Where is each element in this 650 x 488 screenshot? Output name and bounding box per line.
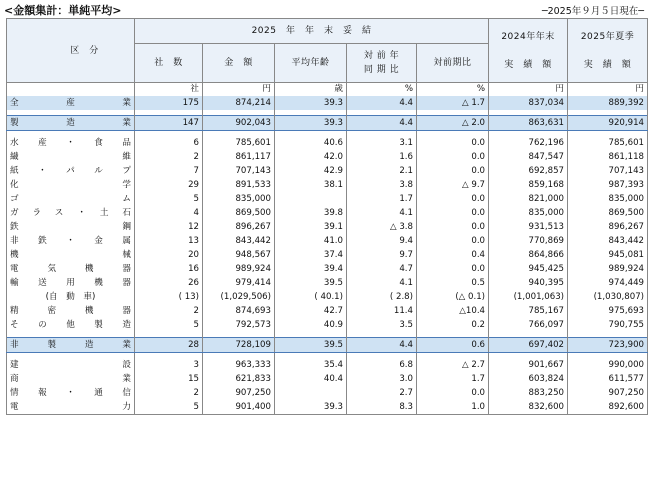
- cell-yoy: 4.1: [347, 276, 417, 290]
- cell-y2025: 707,143: [568, 164, 648, 178]
- unit-row: [7, 83, 648, 97]
- cell-yoy: 3.8: [347, 178, 417, 192]
- cell-age: 39.3: [275, 96, 347, 110]
- cell-yoy: △ 3.8: [347, 220, 417, 234]
- cell-yoy: 1.7: [347, 192, 417, 206]
- table-row: [7, 206, 648, 220]
- row-label: (自 動 車): [7, 290, 135, 304]
- bonus-summary-table: [6, 18, 648, 415]
- cell-companies: 5: [135, 192, 203, 206]
- cell-amount: 874,693: [203, 304, 275, 318]
- cell-companies: 13: [135, 234, 203, 248]
- cell-prev: △ 2.0: [417, 116, 489, 131]
- table-row: [7, 150, 648, 164]
- cell-amount: 792,573: [203, 318, 275, 332]
- row-label: 製造業: [7, 116, 135, 131]
- cell-companies: 16: [135, 262, 203, 276]
- cell-y2025: 835,000: [568, 192, 648, 206]
- cell-age: 37.4: [275, 248, 347, 262]
- cell-companies: 15: [135, 372, 203, 386]
- report-header: [0, 0, 650, 18]
- table-row: [7, 400, 648, 415]
- cell-y2025: (1,030,807): [568, 290, 648, 304]
- cell-y2025: 974,449: [568, 276, 648, 290]
- cell-prev: 0.0: [417, 262, 489, 276]
- cell-y2024: (1,001,063): [489, 290, 568, 304]
- cell-age: 39.5: [275, 276, 347, 290]
- cell-prev: (△ 0.1): [417, 290, 489, 304]
- report-date: ─2025年９月５日現在─: [541, 6, 644, 17]
- cell-yoy: 2.7: [347, 386, 417, 400]
- row-label: 水産・食品: [7, 136, 135, 150]
- cell-y2025: 892,600: [568, 400, 648, 415]
- cell-y2025: 987,393: [568, 178, 648, 192]
- cell-prev: △ 1.7: [417, 96, 489, 110]
- cell-y2024: 940,395: [489, 276, 568, 290]
- row-label: 化学: [7, 178, 135, 192]
- cell-amount: 785,601: [203, 136, 275, 150]
- cell-age: 42.9: [275, 164, 347, 178]
- cell-companies: 5: [135, 318, 203, 332]
- cell-companies: 175: [135, 96, 203, 110]
- cell-prev: 0.0: [417, 206, 489, 220]
- cell-amount: 835,000: [203, 192, 275, 206]
- cell-yoy: ( 2.8): [347, 290, 417, 304]
- cell-amount: 948,567: [203, 248, 275, 262]
- cell-amount: 891,533: [203, 178, 275, 192]
- column-header-age: 平均年齢: [275, 44, 347, 83]
- cell-yoy: 4.4: [347, 116, 417, 131]
- table-row: [7, 338, 648, 353]
- cell-prev: 0.0: [417, 150, 489, 164]
- cell-y2024: 901,667: [489, 358, 568, 372]
- cell-prev: 0.0: [417, 164, 489, 178]
- cell-y2024: 832,600: [489, 400, 568, 415]
- cell-companies: 5: [135, 400, 203, 415]
- unit-companies: 社: [135, 83, 203, 97]
- cell-companies: ( 13): [135, 290, 203, 304]
- cell-y2025: 723,900: [568, 338, 648, 353]
- cell-companies: 2: [135, 150, 203, 164]
- cell-y2024: 837,034: [489, 96, 568, 110]
- row-label: ゴム: [7, 192, 135, 206]
- cell-prev: 0.0: [417, 220, 489, 234]
- column-header-group: 2025 年 年 末 妥 結: [135, 19, 489, 44]
- cell-yoy: 1.6: [347, 150, 417, 164]
- cell-yoy: 4.1: [347, 206, 417, 220]
- cell-prev: 0.0: [417, 192, 489, 206]
- cell-y2024: 835,000: [489, 206, 568, 220]
- cell-yoy: 3.1: [347, 136, 417, 150]
- table-row: [7, 116, 648, 131]
- cell-y2024: 864,866: [489, 248, 568, 262]
- row-label: 建設: [7, 358, 135, 372]
- cell-prev: 0.2: [417, 318, 489, 332]
- cell-y2025: 920,914: [568, 116, 648, 131]
- cell-amount: 901,400: [203, 400, 275, 415]
- table-row: [7, 178, 648, 192]
- row-label: 電力: [7, 400, 135, 415]
- unit-prev-period: %: [417, 83, 489, 97]
- column-header-kubun: 区 分: [7, 19, 135, 83]
- row-label: 全産業: [7, 96, 135, 110]
- row-label: 非鉄・金属: [7, 234, 135, 248]
- cell-age: 39.8: [275, 206, 347, 220]
- cell-amount: 907,250: [203, 386, 275, 400]
- cell-yoy: 4.4: [347, 96, 417, 110]
- cell-companies: 7: [135, 164, 203, 178]
- row-label: ガラス・土石: [7, 206, 135, 220]
- cell-amount: 902,043: [203, 116, 275, 131]
- cell-amount: 869,500: [203, 206, 275, 220]
- row-label: 情報・通信: [7, 386, 135, 400]
- cell-companies: 6: [135, 136, 203, 150]
- row-label: 鉄鋼: [7, 220, 135, 234]
- cell-age: 39.3: [275, 400, 347, 415]
- column-header-yoy: 対 前 年 同 期 比: [347, 44, 417, 83]
- cell-age: 35.4: [275, 358, 347, 372]
- cell-y2025: 889,392: [568, 96, 648, 110]
- cell-yoy: 8.3: [347, 400, 417, 415]
- cell-age: 40.4: [275, 372, 347, 386]
- cell-yoy: 9.4: [347, 234, 417, 248]
- cell-amount: 874,214: [203, 96, 275, 110]
- cell-age: 41.0: [275, 234, 347, 248]
- table-row: [7, 164, 648, 178]
- table-row: [7, 220, 648, 234]
- row-label: 非製造業: [7, 338, 135, 353]
- cell-prev: △10.4: [417, 304, 489, 318]
- row-label: 機械: [7, 248, 135, 262]
- cell-yoy: 11.4: [347, 304, 417, 318]
- cell-yoy: 4.4: [347, 338, 417, 353]
- cell-y2024: 770,869: [489, 234, 568, 248]
- cell-yoy: 6.8: [347, 358, 417, 372]
- cell-y2024: 762,196: [489, 136, 568, 150]
- cell-y2025: 896,267: [568, 220, 648, 234]
- cell-age: 40.6: [275, 136, 347, 150]
- cell-prev: 1.0: [417, 400, 489, 415]
- table-row: [7, 304, 648, 318]
- column-header-amount: 金 額: [203, 44, 275, 83]
- table-row: [7, 290, 648, 304]
- cell-y2025: 989,924: [568, 262, 648, 276]
- column-header-2025: 2025年夏季 実 績 額: [568, 19, 648, 83]
- table-row: [7, 192, 648, 206]
- unit-2024: 円: [489, 83, 568, 97]
- cell-companies: 29: [135, 178, 203, 192]
- cell-y2025: 990,000: [568, 358, 648, 372]
- table-row: [7, 276, 648, 290]
- cell-amount: 989,924: [203, 262, 275, 276]
- table-row: [7, 262, 648, 276]
- cell-prev: 0.0: [417, 136, 489, 150]
- cell-age: [275, 192, 347, 206]
- cell-age: 39.1: [275, 220, 347, 234]
- cell-y2024: 785,167: [489, 304, 568, 318]
- row-label: その他製造: [7, 318, 135, 332]
- unit-age: 歳: [275, 83, 347, 97]
- cell-y2025: 611,577: [568, 372, 648, 386]
- cell-amount: 963,333: [203, 358, 275, 372]
- column-header-2024: 2024年年末 実 績 額: [489, 19, 568, 83]
- cell-y2024: 766,097: [489, 318, 568, 332]
- cell-y2025: 945,081: [568, 248, 648, 262]
- table-row: [7, 234, 648, 248]
- row-label: 紙・パルプ: [7, 164, 135, 178]
- table-row: [7, 136, 648, 150]
- row-label: 輸送用機器: [7, 276, 135, 290]
- cell-amount: 896,267: [203, 220, 275, 234]
- column-header-prev-period: 対前期比: [417, 44, 489, 83]
- cell-yoy: 3.5: [347, 318, 417, 332]
- cell-prev: 1.7: [417, 372, 489, 386]
- report-title: <金額集計：単純平均>: [4, 4, 122, 17]
- cell-age: 38.1: [275, 178, 347, 192]
- cell-yoy: 2.1: [347, 164, 417, 178]
- cell-age: [275, 386, 347, 400]
- cell-y2025: 861,118: [568, 150, 648, 164]
- cell-prev: △ 9.7: [417, 178, 489, 192]
- cell-y2024: 603,824: [489, 372, 568, 386]
- row-label: 繊維: [7, 150, 135, 164]
- cell-companies: 2: [135, 304, 203, 318]
- row-label: 電気機器: [7, 262, 135, 276]
- table-row: [7, 96, 648, 110]
- cell-age: ( 40.1): [275, 290, 347, 304]
- row-label: 商業: [7, 372, 135, 386]
- cell-y2024: 883,250: [489, 386, 568, 400]
- cell-prev: △ 2.7: [417, 358, 489, 372]
- table-row: [7, 386, 648, 400]
- unit-yoy: %: [347, 83, 417, 97]
- cell-age: 42.0: [275, 150, 347, 164]
- cell-companies: 4: [135, 206, 203, 220]
- cell-companies: 3: [135, 358, 203, 372]
- cell-yoy: 9.7: [347, 248, 417, 262]
- cell-companies: 2: [135, 386, 203, 400]
- cell-y2025: 869,500: [568, 206, 648, 220]
- cell-age: 39.5: [275, 338, 347, 353]
- cell-y2024: 945,425: [489, 262, 568, 276]
- cell-age: 40.9: [275, 318, 347, 332]
- cell-amount: 707,143: [203, 164, 275, 178]
- cell-prev: 0.0: [417, 234, 489, 248]
- cell-amount: 979,414: [203, 276, 275, 290]
- cell-y2024: 847,547: [489, 150, 568, 164]
- cell-y2024: 692,857: [489, 164, 568, 178]
- cell-prev: 0.0: [417, 386, 489, 400]
- cell-prev: 0.5: [417, 276, 489, 290]
- unit-amount: 円: [203, 83, 275, 97]
- cell-y2024: 821,000: [489, 192, 568, 206]
- cell-age: 42.7: [275, 304, 347, 318]
- table-row: [7, 358, 648, 372]
- table-row: [7, 248, 648, 262]
- cell-y2024: 697,402: [489, 338, 568, 353]
- cell-amount: 728,109: [203, 338, 275, 353]
- cell-amount: 861,117: [203, 150, 275, 164]
- row-label: 精密機器: [7, 304, 135, 318]
- cell-age: 39.3: [275, 116, 347, 131]
- cell-prev: 0.4: [417, 248, 489, 262]
- cell-companies: 20: [135, 248, 203, 262]
- cell-amount: (1,029,506): [203, 290, 275, 304]
- cell-amount: 621,833: [203, 372, 275, 386]
- cell-companies: 26: [135, 276, 203, 290]
- unit-2025: 円: [568, 83, 648, 97]
- cell-y2025: 907,250: [568, 386, 648, 400]
- cell-prev: 0.6: [417, 338, 489, 353]
- cell-companies: 28: [135, 338, 203, 353]
- cell-y2025: 790,755: [568, 318, 648, 332]
- cell-y2025: 843,442: [568, 234, 648, 248]
- cell-y2024: 859,168: [489, 178, 568, 192]
- column-header-companies: 社 数: [135, 44, 203, 83]
- cell-yoy: 3.0: [347, 372, 417, 386]
- cell-y2024: 931,513: [489, 220, 568, 234]
- cell-age: 39.4: [275, 262, 347, 276]
- table-row: [7, 372, 648, 386]
- table-row: [7, 318, 648, 332]
- cell-y2024: 863,631: [489, 116, 568, 131]
- cell-companies: 147: [135, 116, 203, 131]
- cell-companies: 12: [135, 220, 203, 234]
- cell-amount: 843,442: [203, 234, 275, 248]
- cell-y2025: 785,601: [568, 136, 648, 150]
- cell-y2025: 975,693: [568, 304, 648, 318]
- cell-yoy: 4.7: [347, 262, 417, 276]
